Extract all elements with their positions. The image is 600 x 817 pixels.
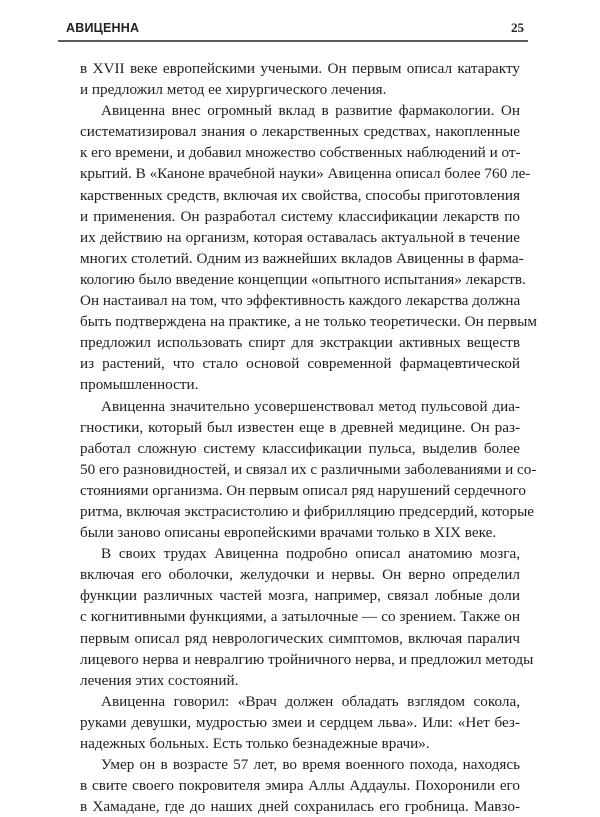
text-line: их действию на организм, которая оставалась актуальной в течение [80, 228, 520, 246]
text-line: стояниями организма. Он первым описал ряд нарушений сердечного [80, 481, 526, 499]
paragraph-death [80, 754, 520, 817]
text-line: первым описал ряд неврологических симптомов, включая паралич [80, 629, 520, 647]
text-line: функции различных частей мозга, например, связал лобные доли [80, 587, 520, 605]
text-line: из растений, что стало основой современной фармацевтической [80, 355, 520, 373]
text-line: работал сложную систему классификации пульса, выделив более [80, 439, 520, 457]
running-head-title: АВИЦЕННА [66, 21, 140, 35]
text-line: в свите своего покровителя эмира Аллы Аддаулы. Похоронили его [80, 777, 520, 795]
text-line: предложил использовать спирт для экстракции активных веществ [80, 334, 520, 352]
body-text [80, 58, 537, 817]
text-line: надежных больных. Есть только безнадежные врачи». [80, 735, 430, 752]
text-line: лечения этих состояний. [80, 671, 239, 689]
page-number: 25 [511, 20, 524, 35]
text-line: были заново описаны европейскими врачами только в XIX веке. [80, 524, 497, 542]
text-line: 50 его разновидностей, и связал их с различными заболеваниями и со- [80, 460, 537, 478]
text-line: гностики, который был известен еще в древней медицине. Он раз- [80, 418, 520, 436]
text-line: Умер он в возрасте 57 лет, во время военного похода, находясь [101, 756, 520, 774]
running-head [58, 20, 528, 42]
text-line: Авиценна говорил: «Врач должен обладать взглядом сокола, [101, 692, 520, 710]
paragraph-pulse-diagnostics [80, 396, 537, 544]
text-line: в XVII веке европейскими учеными. Он первым описал катаракту [80, 60, 520, 77]
paragraph-continuation [80, 58, 520, 100]
text-line: промышленности. [80, 376, 199, 394]
text-line: руками девушки, мудростью змеи и сердцем льва». Или: «Нет без- [80, 713, 520, 731]
paragraph-brain-anatomy [80, 543, 534, 691]
text-line: с когнитивными функциями, а затылочные — со зрением. Также он [80, 608, 520, 626]
text-line: В своих трудах Авиценна подробно описал анатомию мозга, [101, 545, 520, 563]
text-line: многих столетий. Одним из важнейших вкладов Авиценны в фарма- [80, 249, 524, 267]
text-line: крытий. В «Каноне врачебной науки» Авиценна описал более 760 ле- [80, 165, 531, 183]
paragraph-pharmacology [80, 100, 537, 395]
text-line: включая его оболочки, желудочки и нервы. Он верно определил [80, 566, 520, 584]
text-line: кологию было введение концепции «опытного испытания» лекарств. [80, 270, 526, 288]
text-line: быть подтверждена на практике, а не только теоретически. Он первым [80, 313, 537, 331]
text-line: и применения. Он разработал систему классификации лекарств по [80, 207, 520, 225]
text-line: систематизировал знания о лекарственных средствах, накопленные [80, 123, 520, 141]
text-line: лицевого нерва и невралгию тройничного нерва, и предложил методы [80, 650, 534, 668]
paragraph-quote [80, 691, 520, 754]
text-line: и предложил метод ее хирургического лечения. [80, 81, 387, 99]
text-line: в Хамадане, где до наших дней сохранилась его гробница. Мавзо- [80, 798, 520, 816]
text-line: ритма, включая экстрасистолию и фибрилляцию предсердий, которые [80, 502, 535, 520]
text-line: к его времени, и добавил множество собственных наблюдений и от- [80, 144, 521, 162]
text-line: Он настаивал на том, что эффективность каждого лекарства должна [80, 292, 521, 310]
text-line: Авиценна внес огромный вклад в развитие фармакологии. Он [101, 102, 520, 120]
text-line: Авиценна значительно усовершенствовал метод пульсовой диа- [101, 397, 520, 415]
text-line: карственных средств, включая их свойства, способы приготовления [80, 186, 520, 204]
